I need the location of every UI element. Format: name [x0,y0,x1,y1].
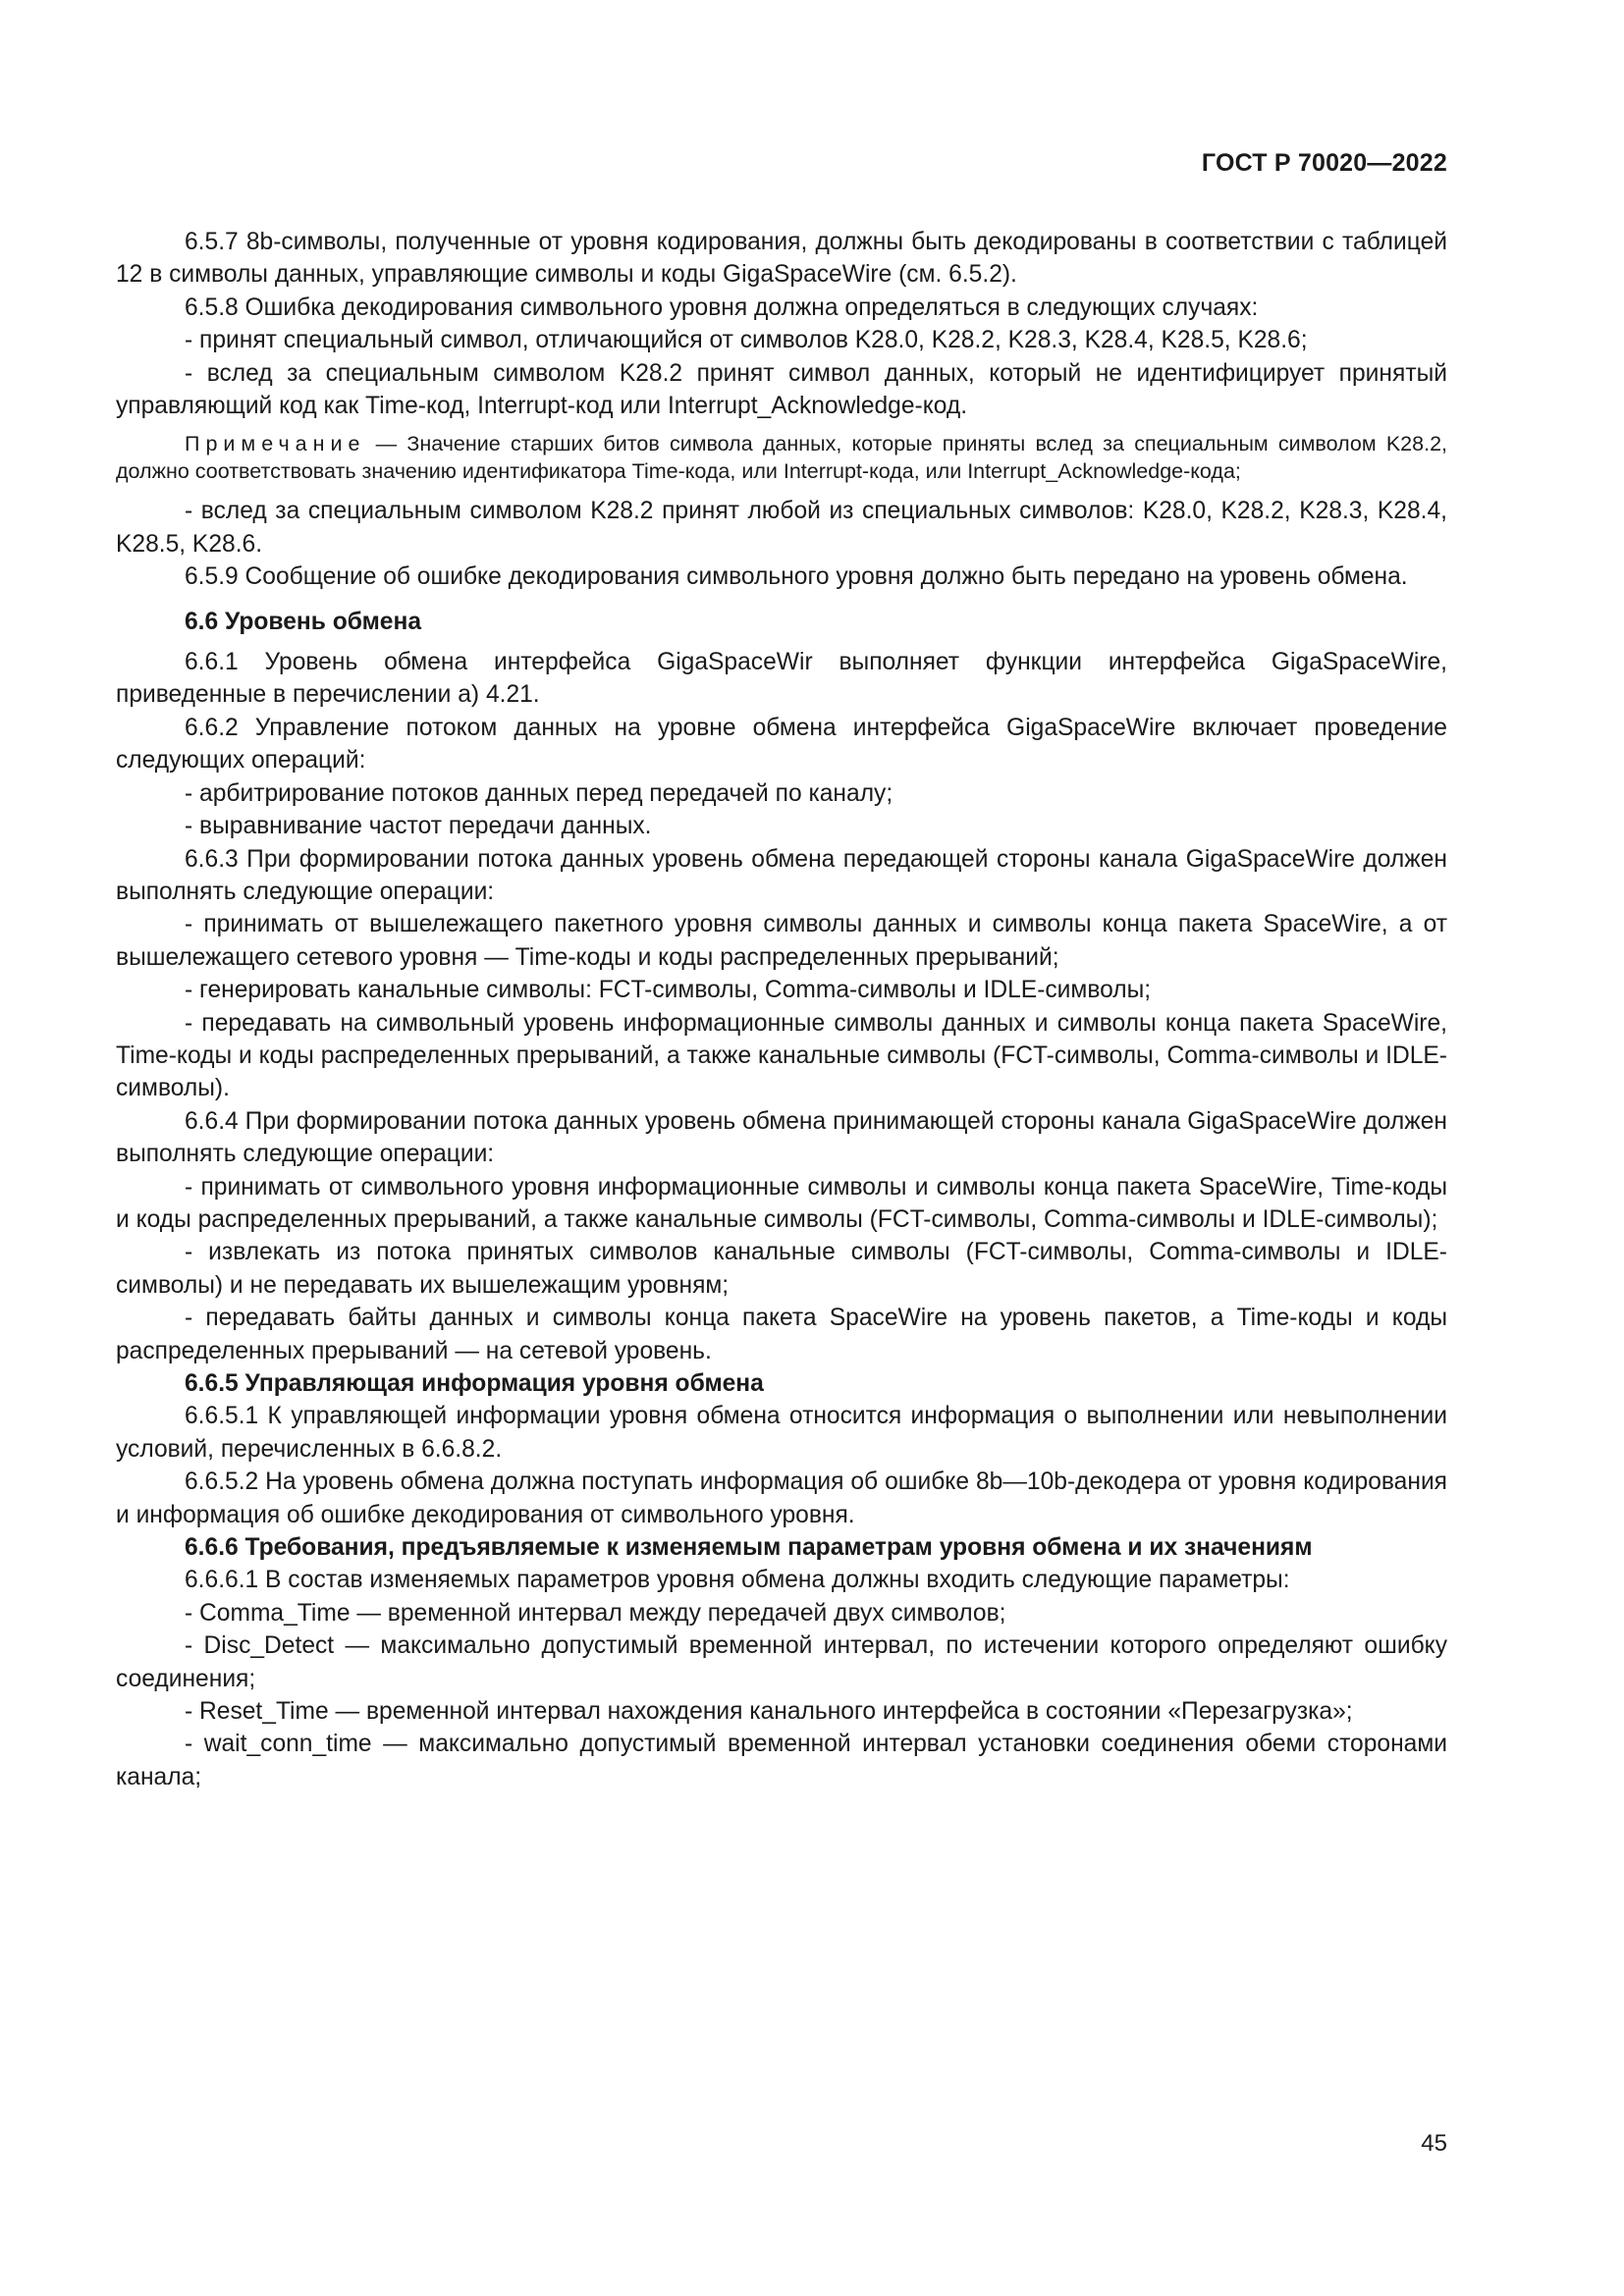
note-paragraph [116,430,1447,485]
list-item: - арбитрирование потоков данных перед передачей по каналу; [185,779,893,807]
list-item: - выравнивание частот передачи данных. [185,813,652,840]
page-body [116,226,1447,1793]
list-item: - генерировать канальные символы: FCT-символы, Comma-символы и IDLE-символы; [185,977,1152,1004]
paragraph-6-6-5-1: 6.6.5.1 К управляющей информации уровня обмена относится информация о выполнении или невыполнении условий, перечисленных в 6.6.8.2. [116,1403,1447,1463]
list-item: - принимать от символьного уровня информационные символы и символы конца пакета SpaceWire, Time-коды и коды распределенных прерываний, а также канальные символы (FCT-символы, Comma-символы и IDLE-символы); [116,1173,1447,1233]
paragraph-6-5-7: 6.5.7 8b-символы, полученные от уровня кодирования, должны быть декодированы в соответствии с таблицей 12 в символы данных, управляющие символы и коды GigaSpaceWire (см. 6.5.2). [116,229,1447,289]
paragraph-6-5-8: 6.5.8 Ошибка декодирования символьного уровня должна определяться в следующих случаях: [185,294,1259,321]
section-heading-6-6-6: 6.6.6 Требования, предъявляемые к изменяемым параметрам уровня обмена и их значениям [185,1534,1313,1562]
paragraph-6-6-6-1: 6.6.6.1 В состав изменяемых параметров уровня обмена должны входить следующие параметры: [185,1567,1290,1594]
section-heading-6-6: 6.6 Уровень обмена [185,608,422,635]
paragraph-6-6-4: 6.6.4 При формировании потока данных уровень обмена принимающей стороны канала GigaSpaceWire должен выполнять следующие операции: [116,1107,1447,1168]
note-text: — Значение старших битов символа данных, которые приняты вслед за специальным символом K28.2, должно соответствовать значению идентификатора Time-кода, или Interrupt-кода, или Interrupt_Acknowledge-кода; [116,432,1447,484]
list-item: - Disc_Detect — максимально допустимый временной интервал, по истечении которого определяют ошибку соединения; [116,1632,1447,1692]
list-item: - принимать от вышележащего пакетного уровня символы данных и символы конца пакета SpaceWire, а от вышележащего сетевого уровня — Time-коды и коды распределенных прерываний; [116,911,1447,971]
paragraph-6-6-2: 6.6.2 Управление потоком данных на уровне обмена интерфейса GigaSpaceWire включает проведение следующих операций: [116,714,1447,774]
page-number: 45 [1421,2130,1447,2157]
document-code-header: ГОСТ Р 70020—2022 [1201,149,1447,177]
paragraph-6-5-9: 6.5.9 Сообщение об ошибке декодирования символьного уровня должно быть передано на уровень обмена. [185,563,1408,591]
list-item: - принят специальный символ, отличающийся от символов K28.0, K28.2, K28.3, K28.4, K28.5, K28.6; [185,327,1308,354]
list-item: - Reset_Time — временной интервал нахождения канального интерфейса в состоянии «Перезагрузка»; [185,1698,1353,1726]
list-item: - вслед за специальным символом K28.2 принят символ данных, который не идентифицирует принятый управляющий код как Time-код, Interrupt-код или Interrupt_Acknowledge-код. [116,359,1447,420]
section-heading-6-6-5: 6.6.5 Управляющая информация уровня обмена [185,1370,764,1397]
list-item: - wait_conn_time — максимально допустимый временной интервал установки соединения обеми сторонами канала; [116,1731,1447,1790]
note-label: Примечание [185,432,366,456]
paragraph-6-6-1: 6.6.1 Уровень обмена интерфейса GigaSpaceWir выполняет функции интерфейса GigaSpaceWire, приведенные в перечислении а) 4.21. [116,649,1447,709]
paragraph-6-6-5-2: 6.6.5.2 На уровень обмена должна поступать информация об ошибке 8b—10b-декодера от уровня кодирования и информация об ошибке декодирования от символьного уровня. [116,1468,1447,1528]
list-item: - вслед за специальным символом K28.2 принят любой из специальных символов: K28.0, K28.2, K28.3, K28.4, K28.5, K28.6. [116,498,1447,558]
paragraph-6-6-3: 6.6.3 При формировании потока данных уровень обмена передающей стороны канала GigaSpaceWire должен выполнять следующие операции: [116,845,1447,905]
list-item: - передавать на символьный уровень информационные символы данных и символы конца пакета SpaceWire, Time-коды и коды распределенных прерываний, а также канальные символы (FCT-символы, Comma-символы и IDLE-символы). [116,1009,1447,1102]
list-item: - извлекать из потока принятых символов канальные символы (FCT-символы, Comma-символы и IDLE-символы) и не передавать их вышележащим уровням; [116,1239,1447,1299]
list-item: - передавать байты данных и символы конца пакета SpaceWire на уровень пакетов, а Time-коды и коды распределенных прерываний — на сетевой уровень. [116,1305,1447,1364]
list-item: - Comma_Time — временной интервал между передачей двух символов; [185,1599,1006,1627]
